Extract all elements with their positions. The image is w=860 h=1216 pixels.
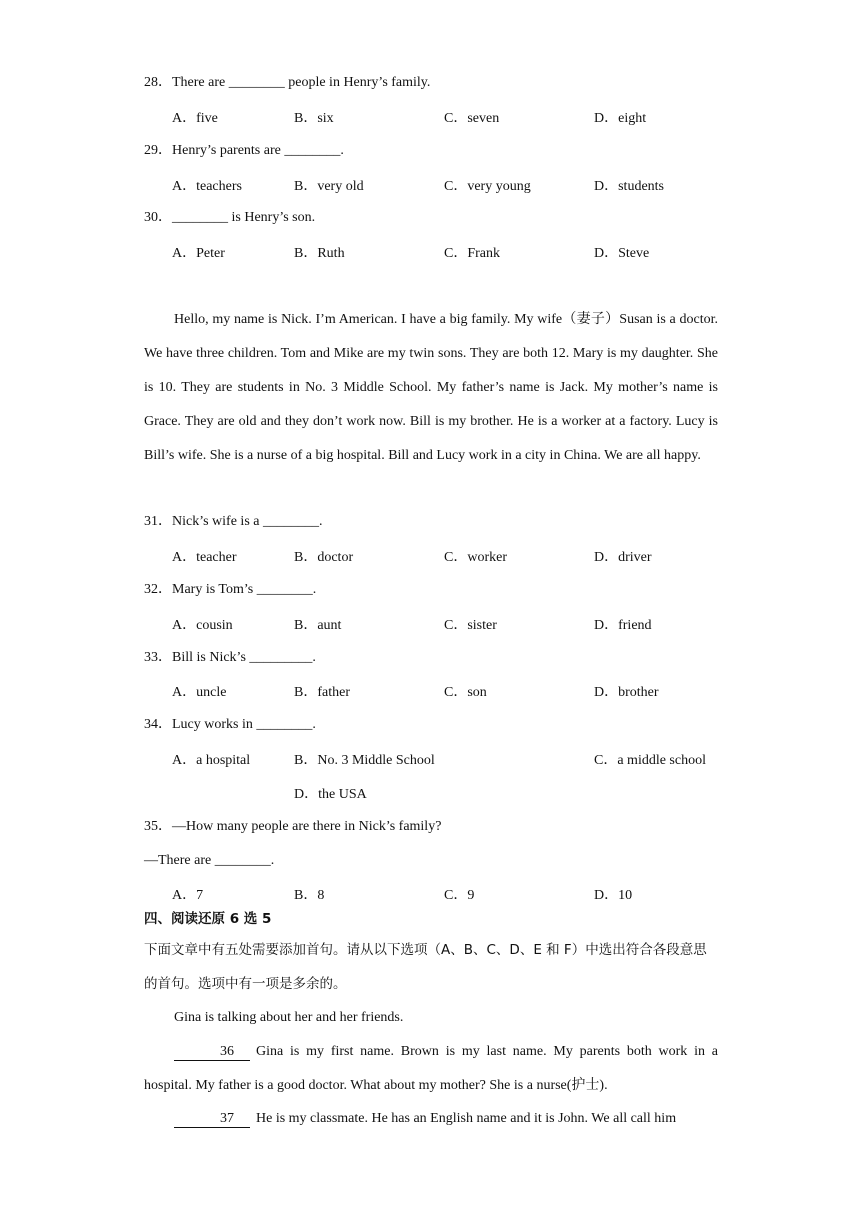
- q30-option-c: C．Frank: [444, 246, 500, 261]
- q31-option-a: A．teacher: [172, 550, 237, 565]
- q33-option-b: B．father: [294, 685, 350, 700]
- q29-option-b: B．very old: [294, 179, 364, 194]
- q30-option-d: D．Steve: [594, 246, 650, 261]
- question-34-stem: 34．Lucy works in ________.: [144, 717, 316, 732]
- q32-option-a: A．cousin: [172, 618, 233, 633]
- reading-passage: Hello, my name is Nick. I’m American. I have a big family. My wife（妻子）Susan is a doctor. We have three children. Tom and Mike are my twin sons. They are both 12. Mary is my daughter. She is 10. They are students in No. 3 Middle School. My father’s name is Jack. My mother’s name is Grace. They are old and they don’t work now. Bill is my brother. He is a worker at a factory. Lucy is Bill’s wife. She is a nurse of a big hospital. Bill and Lucy work in a city in China. We are all happy.: [144, 312, 718, 463]
- section-4-intro: Gina is talking about her and her friends.: [174, 1010, 404, 1025]
- question-29-stem: 29．Henry’s parents are ________.: [144, 143, 344, 158]
- blank-37[interactable]: 37: [174, 1111, 250, 1128]
- q29-option-a: A．teachers: [172, 179, 242, 194]
- question-28-stem: 28．There are ________ people in Henry’s family.: [144, 75, 431, 90]
- question-35-stem-reply: —There are ________.: [144, 853, 275, 868]
- q29-option-d: D．students: [594, 179, 664, 194]
- section-4-heading: 四、阅读还原 6 选 5: [144, 911, 272, 927]
- question-33-stem: 33．Bill is Nick’s _________.: [144, 650, 316, 665]
- q32-option-d: D．friend: [594, 618, 652, 633]
- q33-option-d: D．brother: [594, 685, 659, 700]
- q28-option-c: C．seven: [444, 111, 500, 126]
- q32-option-c: C．sister: [444, 618, 497, 633]
- blank-36[interactable]: 36: [174, 1044, 250, 1061]
- q34-option-b: B．No. 3 Middle School: [294, 753, 435, 768]
- q35-option-c: C．9: [444, 888, 475, 903]
- paragraph-37: [144, 1102, 718, 1136]
- q34-option-d: D．the USA: [294, 787, 367, 802]
- q34-option-a: A．a hospital: [172, 753, 251, 768]
- q33-option-c: C．son: [444, 685, 487, 700]
- q30-option-b: B．Ruth: [294, 246, 345, 261]
- q30-option-a: A．Peter: [172, 246, 225, 261]
- question-35-stem: 35．—How many people are there in Nick’s family?: [144, 819, 442, 834]
- paragraph-36-text: Gina is my first name. Brown is my last name. My parents both work in a hospital. My father is a good doctor. What about my mother? She is a nurse(护士).: [144, 1044, 718, 1093]
- paragraph-37-text: He is my classmate. He has an English name and it is John. We all call him: [256, 1111, 677, 1126]
- q31-option-b: B．doctor: [294, 550, 354, 565]
- question-31-stem: 31．Nick’s wife is a ________.: [144, 514, 323, 529]
- q28-option-b: B．six: [294, 111, 334, 126]
- q33-option-a: A．uncle: [172, 685, 227, 700]
- q31-option-d: D．driver: [594, 550, 652, 565]
- q35-option-a: A．7: [172, 888, 204, 903]
- q34-option-c: C．a middle school: [594, 753, 706, 768]
- q28-option-a: A．five: [172, 111, 218, 126]
- q29-option-c: C．very young: [444, 179, 531, 194]
- q35-option-d: D．10: [594, 888, 633, 903]
- q32-option-b: B．aunt: [294, 618, 342, 633]
- q31-option-c: C．worker: [444, 550, 507, 565]
- q35-option-b: B．8: [294, 888, 325, 903]
- question-30-stem: 30．________ is Henry’s son.: [144, 210, 316, 225]
- q28-option-d: D．eight: [594, 111, 647, 126]
- question-32-stem: 32．Mary is Tom’s ________.: [144, 582, 317, 597]
- paragraph-36: [144, 1035, 718, 1103]
- section-4-instruction: 下面文章中有五处需要添加首句。请从以下选项（A、B、C、D、E 和 F）中选出符合各段意思的首句。选项中有一项是多余的。: [144, 942, 707, 992]
